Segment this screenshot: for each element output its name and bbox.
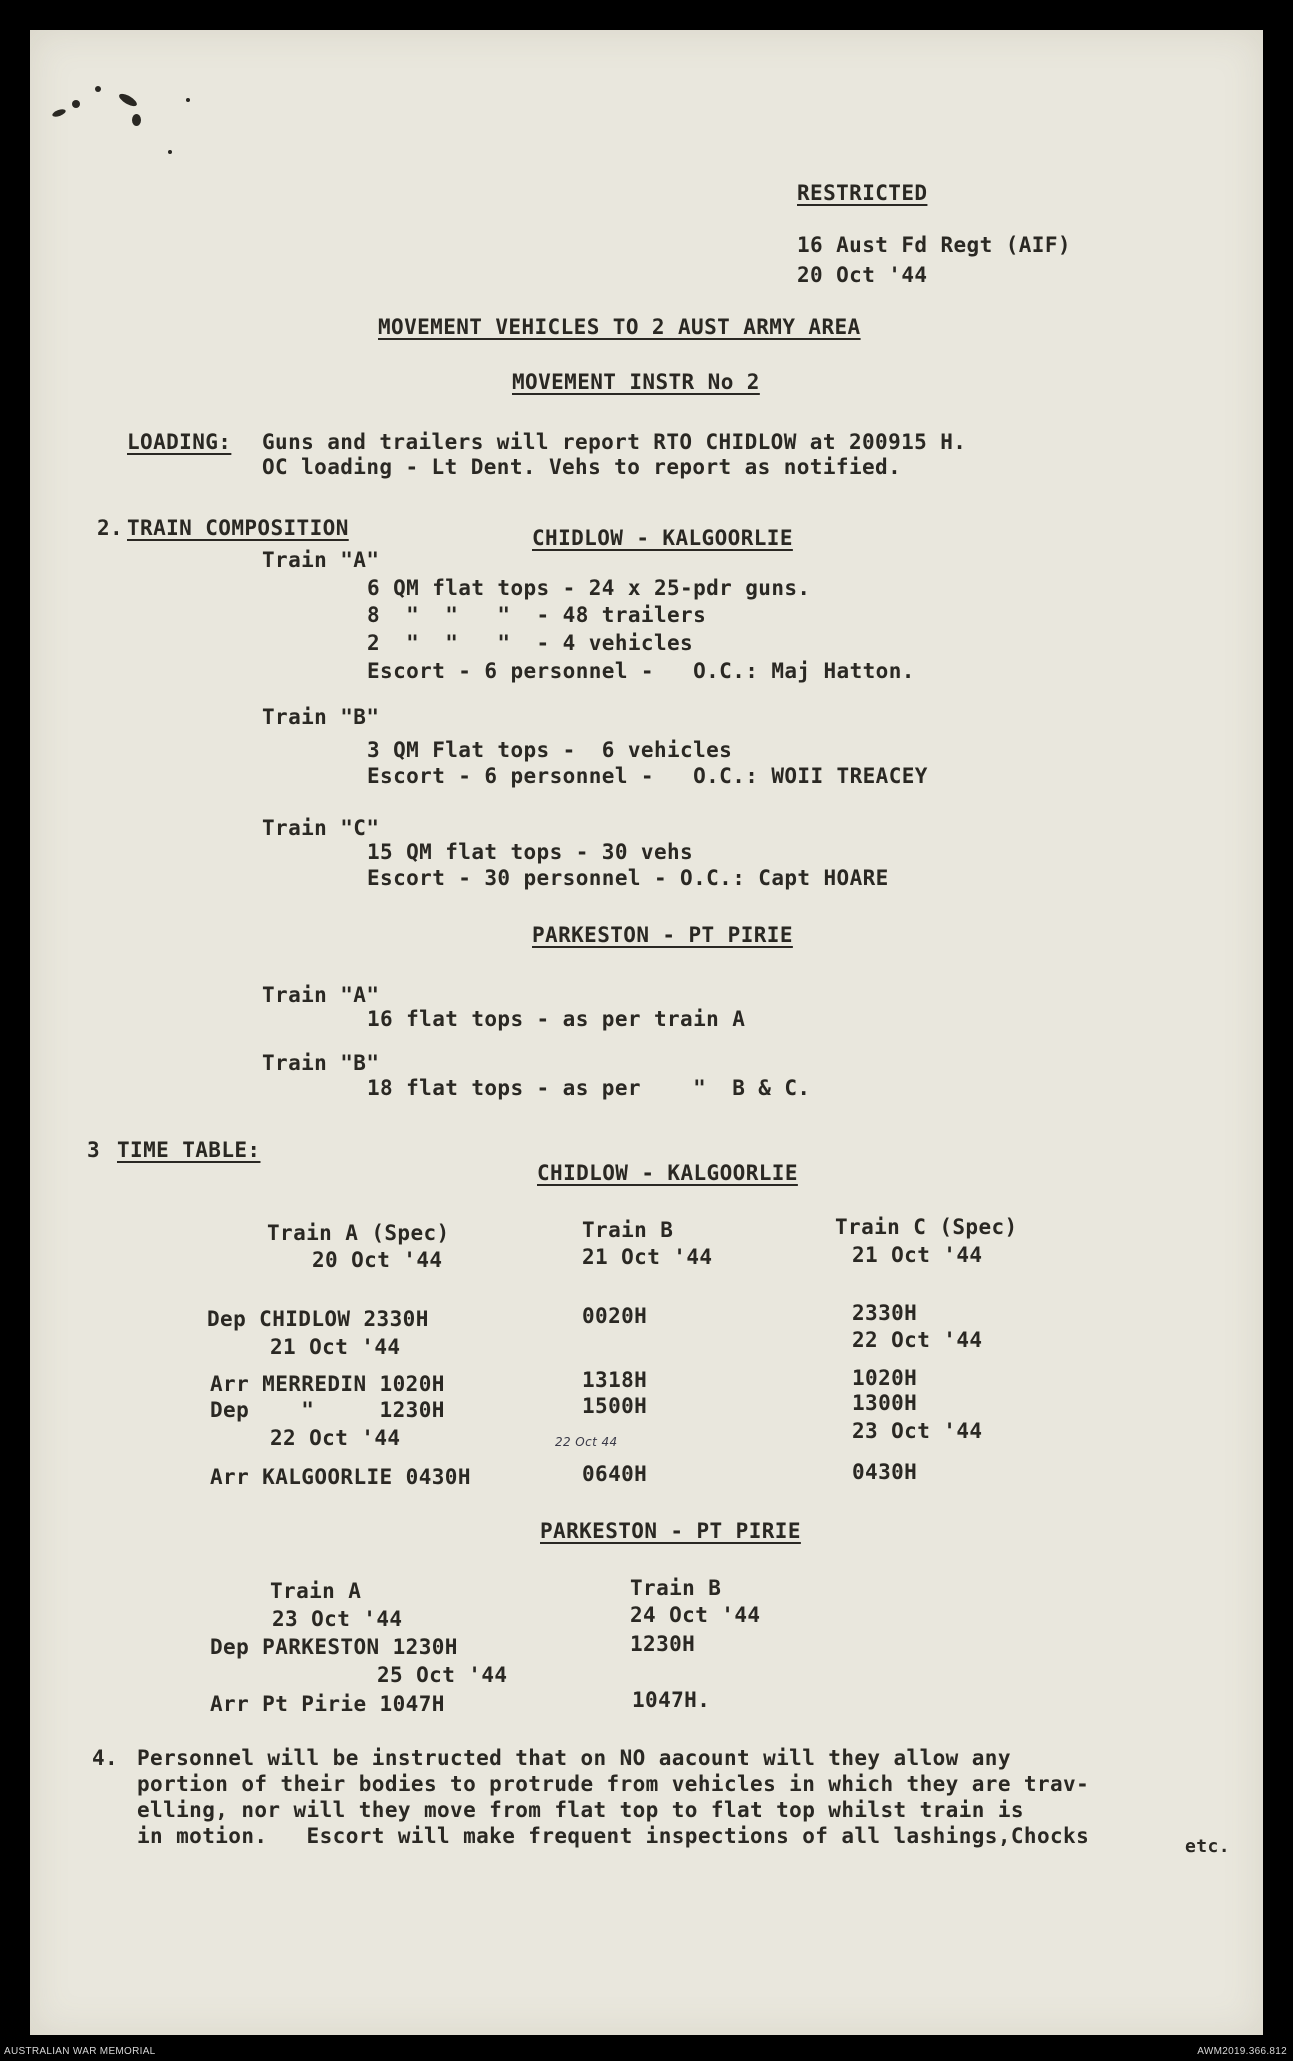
- loading-label: LOADING:: [127, 430, 232, 454]
- train-composition-label: TRAIN COMPOSITION: [127, 516, 349, 540]
- column-date: 23 Oct '44: [272, 1607, 403, 1631]
- train-label: Train "B": [262, 705, 380, 729]
- loading-line: Guns and trailers will report RTO CHIDLOW at 200915 H.: [262, 430, 967, 454]
- timetable-cell: 1300H: [852, 1391, 918, 1415]
- train-detail-line: 6 QM flat tops - 24 x 25-pdr guns.: [367, 576, 811, 600]
- timetable-date: 23 Oct '44: [852, 1419, 983, 1443]
- route-heading: CHIDLOW - KALGOORLIE: [537, 1161, 798, 1185]
- timetable-cell: 1318H: [582, 1368, 648, 1392]
- timetable-cell: 1047H.: [632, 1688, 711, 1712]
- route-heading: PARKESTON - PT PIRIE: [540, 1519, 801, 1543]
- timetable-row: Arr KALGOORLIE 0430H: [210, 1465, 471, 1489]
- route-heading: PARKESTON - PT PIRIE: [532, 923, 793, 947]
- timetable-date: 21 Oct '44: [270, 1335, 401, 1359]
- handwritten-annotation: 22 Oct 44: [555, 1435, 618, 1449]
- footer-accession-number: AWM2019.366.812: [1197, 2046, 1287, 2057]
- document-title: MOVEMENT VEHICLES TO 2 AUST ARMY AREA: [378, 315, 861, 339]
- train-detail-line: 8 " " " - 48 trailers: [367, 603, 707, 627]
- paragraph-line: portion of their bodies to protrude from vehicles in which they are trav-: [137, 1772, 1090, 1796]
- timetable-date: 22 Oct '44: [852, 1328, 983, 1352]
- paragraph-line: in motion. Escort will make frequent inspections of all lashings,Chocks: [137, 1824, 1090, 1848]
- document-subtitle: MOVEMENT INSTR No 2: [512, 370, 760, 394]
- route-heading: CHIDLOW - KALGOORLIE: [532, 526, 793, 550]
- column-header: Train C (Spec): [835, 1215, 1018, 1239]
- train-label: Train "A": [262, 983, 380, 1007]
- ink-smudge: [95, 86, 101, 92]
- timetable-cell: 1230H: [630, 1632, 696, 1656]
- column-date: 21 Oct '44: [582, 1245, 713, 1269]
- timetable-row: Arr MERREDIN 1020H: [210, 1372, 445, 1396]
- timetable-cell: 1020H: [852, 1366, 918, 1390]
- train-detail-line: 3 QM Flat tops - 6 vehicles: [367, 738, 733, 762]
- column-date: 21 Oct '44: [852, 1243, 983, 1267]
- classification-marking: RESTRICTED: [797, 181, 928, 205]
- train-detail-line: 15 QM flat tops - 30 vehs: [367, 840, 694, 864]
- train-detail-line: Escort - 30 personnel - O.C.: Capt HOARE: [367, 866, 889, 890]
- train-detail-line: 16 flat tops - as per train A: [367, 1007, 746, 1031]
- timetable-date: 25 Oct '44: [377, 1663, 508, 1687]
- unit-name: 16 Aust Fd Regt (AIF): [797, 233, 1071, 257]
- train-label: Train "B": [262, 1051, 380, 1075]
- section-number: 4.: [92, 1746, 119, 1770]
- train-detail-line: Escort - 6 personnel - O.C.: Maj Hatton.: [367, 659, 915, 683]
- paragraph-line: elling, nor will they move from flat top to flat top whilst train is: [137, 1798, 1024, 1822]
- column-header: Train B: [630, 1576, 722, 1600]
- timetable-row: Dep CHIDLOW 2330H: [207, 1307, 429, 1331]
- time-table-label: TIME TABLE:: [117, 1138, 261, 1162]
- timetable-cell: 2330H: [852, 1301, 918, 1325]
- section-number: 3: [87, 1138, 101, 1162]
- ink-smudge: [186, 98, 190, 102]
- timetable-cell: 1500H: [582, 1394, 648, 1418]
- timetable-cell: 0640H: [582, 1462, 648, 1486]
- train-detail-line: Escort - 6 personnel - O.C.: WOII TREACEY: [367, 764, 928, 788]
- paragraph-line: Personnel will be instructed that on NO aacount will they allow any: [137, 1746, 1011, 1770]
- train-detail-line: 2 " " " - 4 vehicles: [367, 631, 694, 655]
- column-header: Train B: [582, 1218, 674, 1242]
- column-date: 24 Oct '44: [630, 1603, 761, 1627]
- train-label: Train "C": [262, 816, 380, 840]
- timetable-date: 22 Oct '44: [270, 1426, 401, 1450]
- timetable-row: Dep " 1230H: [210, 1398, 445, 1422]
- footer-archive-name: AUSTRALIAN WAR MEMORIAL: [4, 2046, 156, 2057]
- column-header: Train A: [270, 1579, 362, 1603]
- timetable-cell: 0430H: [852, 1460, 918, 1484]
- document-date: 20 Oct '44: [797, 263, 928, 287]
- train-label: Train "A": [262, 548, 380, 572]
- ink-smudge: [168, 150, 172, 154]
- section-number: 2.: [97, 516, 124, 540]
- loading-line: OC loading - Lt Dent. Vehs to report as notified.: [262, 455, 902, 479]
- paragraph-line-end: etc.: [1185, 1836, 1230, 1857]
- timetable-row: Arr Pt Pirie 1047H: [210, 1692, 445, 1716]
- column-date: 20 Oct '44: [312, 1248, 443, 1272]
- timetable-cell: 0020H: [582, 1304, 648, 1328]
- column-header: Train A (Spec): [267, 1221, 450, 1245]
- ink-smudge: [132, 114, 141, 126]
- ink-smudge: [72, 100, 80, 108]
- train-detail-line: 18 flat tops - as per " B & C.: [367, 1076, 811, 1100]
- timetable-row: Dep PARKESTON 1230H: [210, 1635, 458, 1659]
